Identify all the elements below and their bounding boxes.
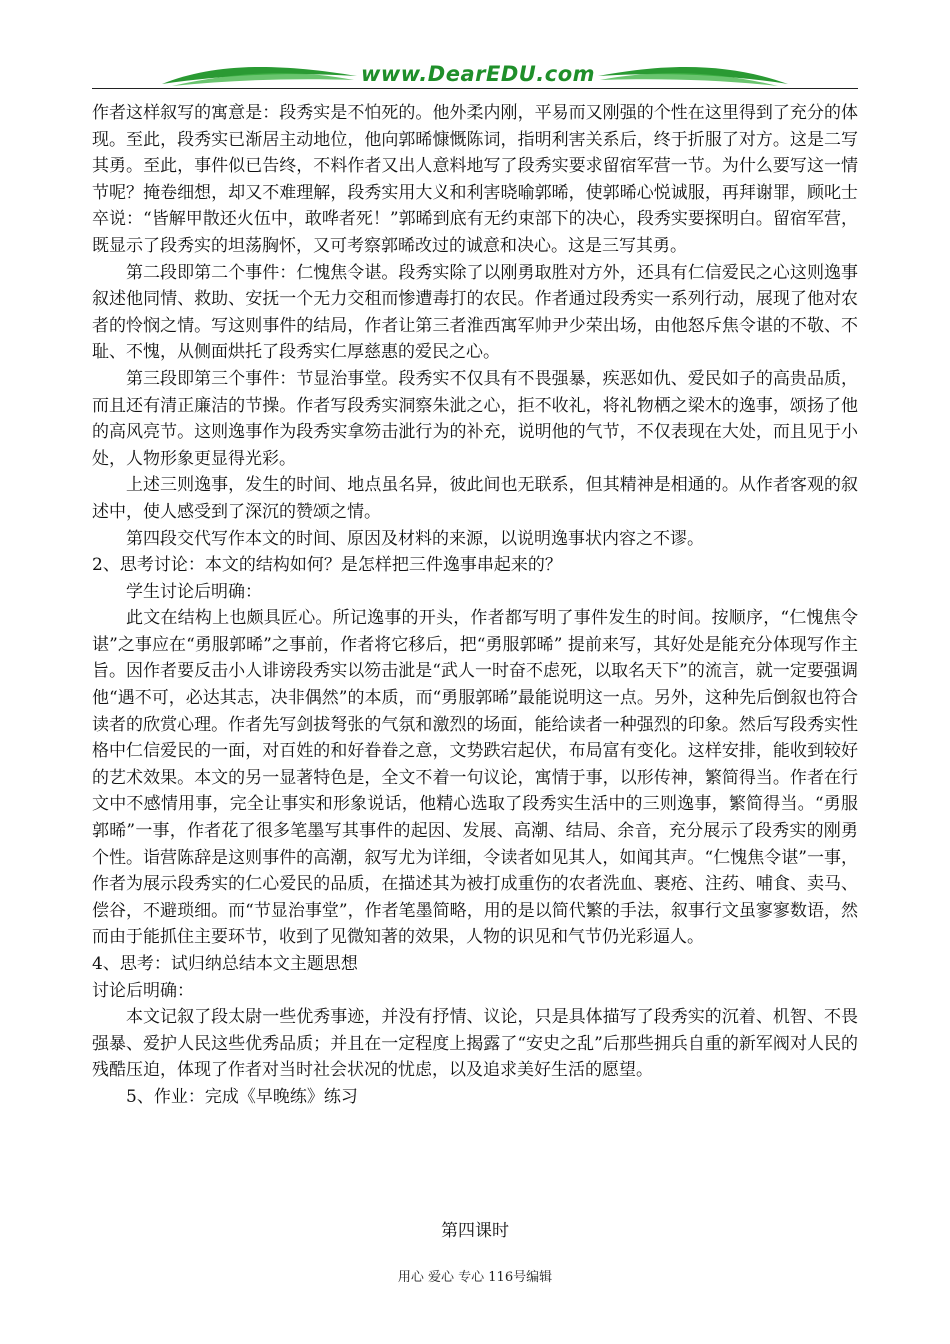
paragraph: 学生讨论后明确： (126, 581, 262, 602)
header-divider (92, 88, 858, 89)
site-logo-text: www.DearEDU.com (360, 62, 596, 86)
page-header (92, 56, 858, 96)
paragraph: 讨论后明确： (92, 980, 194, 1001)
paragraph: 本文记叙了段太尉一些优秀事迹，并没有抒情、议论，只是具体描写了段秀实的沉着、机智、不畏强暴、爱护人民这些优秀品质；并且在一定程度上揭露了“安史之乱”后那些拥兵自重的新军阀对人民的残酷压迫，体现了作者对当时社会状况的忧虑，以及追求美好生活的愿望。 (92, 1007, 858, 1081)
paragraph: 第三段即第三个事件：节显治事堂。段秀实不仅具有不畏强暴，疾恶如仇、爱民如子的高贵品质，而且还有清正廉洁的节操。作者写段秀实洞察朱泚之心，拒不收礼，将礼物栖之梁木的逸事，颂扬了他的高风亮节。这则逸事作为段秀实拿笏击泚行为的补充，说明他的气节，不仅表现在大处，而且见于小处，人物形象更显得光彩。 (92, 368, 858, 469)
question-heading: 4、思考：试归纳总结本文主题思想 (92, 954, 358, 974)
paragraph: 第二段即第二个事件：仁愧焦令谌。段秀实除了以刚勇取胜对方外，还具有仁信爱民之心这则逸事叙述他同情、救助、安抚一个无力交租而惨遭毒打的农民。作者通过段秀实一系列行动，展现了他对农者的怜悯之情。写这则事件的结局，作者让第三者淮西寓军帅尹少荣出场，由他怒斥焦令谌的不敬、不耻、不愧，从侧面烘托了段秀实仁厚慈惠的爱民之心。 (92, 262, 858, 363)
document-body (92, 100, 858, 1111)
paragraph: 上述三则逸事，发生的时间、地点虽名异，彼此间也无联系，但其精神是相通的。从作者客观的叙述中，使人感受到了深沉的赞颂之情。 (92, 475, 858, 522)
paragraph: 此文在结构上也颇具匠心。所记逸事的开头，作者都写明了事件发生的时间。按顺序，“仁愧焦令谌”之事应在“勇服郭晞”之事前，作者将它移后，把“勇服郭晞” 提前来写，其好处是能充分体现写作主旨。因作者要反击小人诽谤段秀实以笏击泚是“武人一时奋不虑死，以取名天下”的流言，就一定要强调他“遇不可，必达其志，决非偶然”的本质，而“勇服郭晞”最能说明这一点。另外，这种先后倒叙也符合读者的欣赏心理。作者先写剑拔弩张的气氛和激烈的场面，能给读者一种强烈的印象。然后写段秀实性格中仁信爱民的一面，对百姓的和好眷眷之意，文势跌宕起伏，布局富有变化。这样安排，能收到较好的艺术效果。本文的另一显著特色是，全文不着一句议论，寓情于事，以形传神，繁简得当。作者在行文中不感情用事，完全让事实和形象说话，他精心选取了段秀实生活中的三则逸事，繁简得当。“勇服郭晞”一事，作者花了很多笔墨写其事件的起因、发展、高潮、结局、余音，充分展示了段秀实的刚勇个性。诣营陈辞是这则事件的高潮，叙写尤为详细，令读者如见其人，如闻其声。“仁愧焦令谌”一事，作者为展示段秀实的仁心爱民的品质，在描述其为被打成重伤的农者洗血、裹疮、注药、哺食、卖马、偿谷，不避琐细。而“节显治事堂”，作者笔墨简略，用的是以简代繁的手法，叙事行文虽寥寥数语，然而由于能抓住主要环节，收到了见微知著的效果，人物的识见和气节仍光彩逼人。 (92, 608, 858, 948)
lesson-title: 第四课时 (441, 1221, 509, 1241)
paragraph: 作者这样叙写的寓意是：段秀实是不怕死的。他外柔内刚，平易而又刚强的个性在这里得到了充分的体现。至此，段秀实已渐居主动地位，他向郭晞慷慨陈词，指明利害关系后，终于折服了对方。这是二写其勇。至此，事件似已告终，不料作者又出人意料地写了段秀实要求留宿军营一节。为什么要写这一情节呢？掩卷细想，却又不难理解，段秀实用大义和利害晓喻郭晞，使郭晞心悦诚服，再拜谢罪，顾叱士卒说：“皆解甲散还火伍中，敢哗者死！”郭晞到底有无约束部下的决心，段秀实要探明白。留宿军营，既显示了段秀实的坦荡胸怀，又可考察郭晞改过的诚意和决心。这是三写其勇。 (92, 103, 858, 256)
homework-line: 5、作业：完成《早晚练》练习 (126, 1086, 358, 1107)
question-heading: 2、思考讨论：本文的结构如何？是怎样把三件逸事串起来的？ (92, 555, 562, 576)
page-footer: 用心 爱心 专心 116号编辑 (397, 1270, 553, 1285)
paragraph: 第四段交代写作本文的时间、原因及材料的来源，以说明逸事状内容之不谬。 (126, 528, 704, 549)
